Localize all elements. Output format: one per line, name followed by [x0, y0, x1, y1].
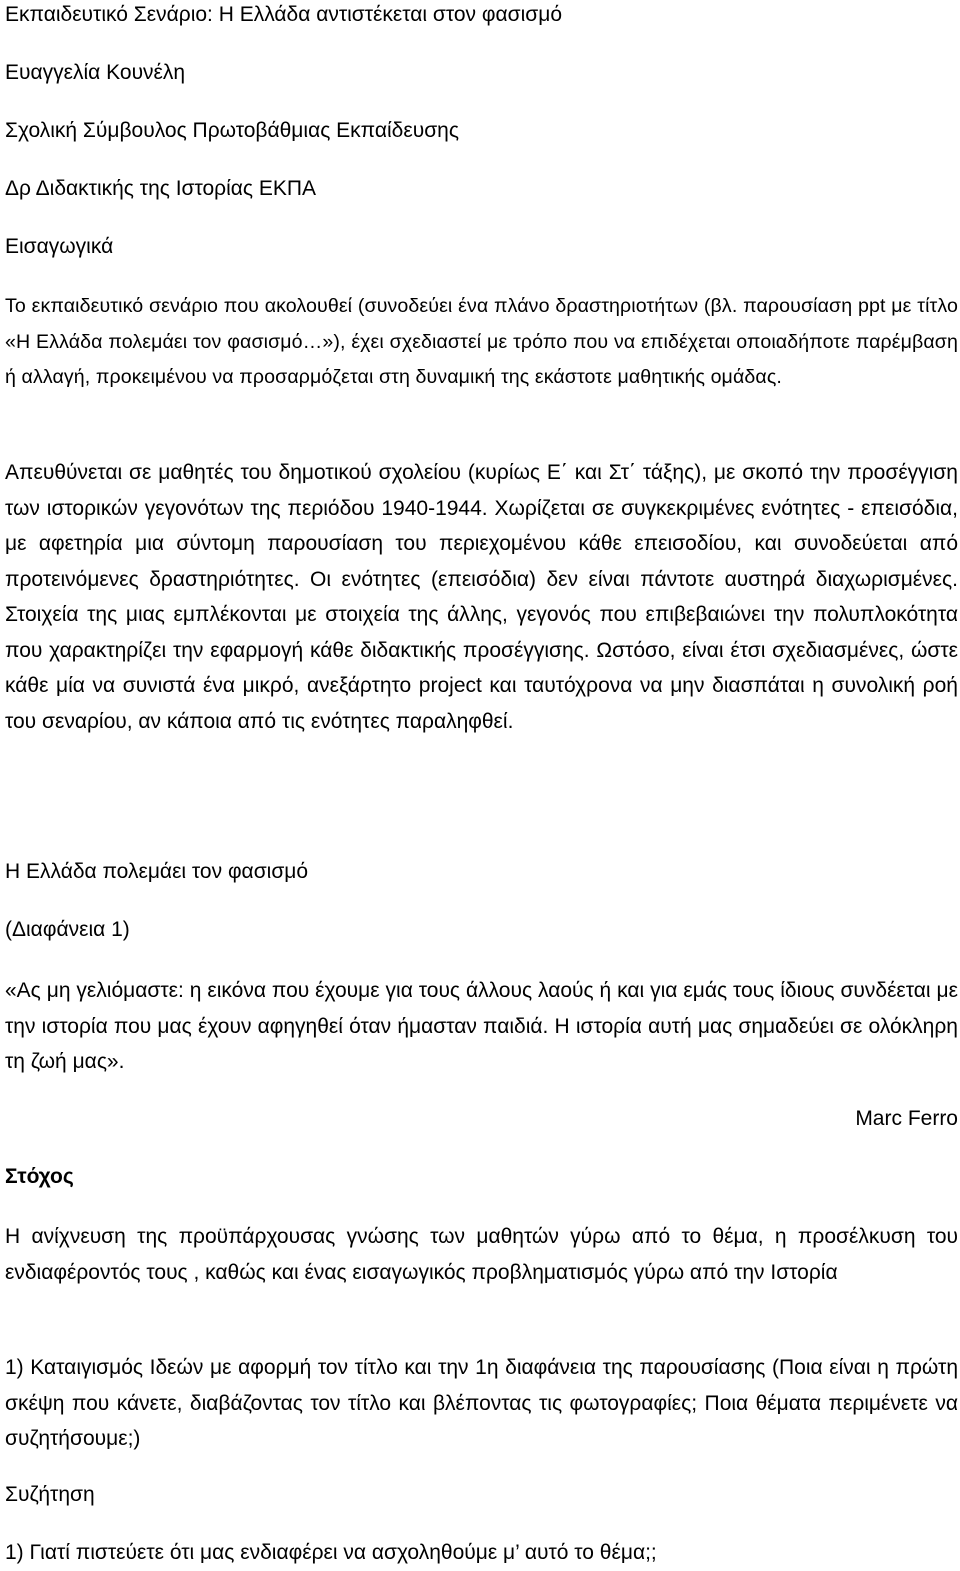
discussion-heading: Συζήτηση [5, 1483, 95, 1506]
author-name: Ευαγγελία Κουνέλη [5, 61, 186, 84]
author-degree: Δρ Διδακτικής της Ιστορίας ΕΚΠΑ [5, 177, 317, 200]
slide-label: (Διαφάνεια 1) [5, 918, 130, 941]
activity-1: 1) Καταιγισμός Ιδεών με αφορμή τον τίτλο και την 1η διαφάνεια της παρουσίασης (Ποια είναι η πρώτη σκέψη που κάνετε, διαβάζοντας τον τίτλο και βλέποντας τις φωτογραφίες; Ποια θέματα περιμένετε να συζητήσουμε;) [5, 1356, 958, 1450]
intro-heading: Εισαγωγικά [5, 235, 114, 258]
author-role: Σχολική Σύμβουλος Πρωτοβάθμιας Εκπαίδευσης [5, 119, 459, 142]
quote-text: «Ας μη γελιόμαστε: η εικόνα που έχουμε για τους άλλους λαούς ή και για εμάς τους ίδιους συνδέεται με την ιστορία που μας έχουν αφηγηθεί όταν ήμασταν παιδιά. Η ιστορία αυτή μας σημαδεύει σε ολόκληρη τη ζωή μας». [5, 979, 958, 1073]
quote-author: Marc Ferro [855, 1107, 958, 1130]
section-title: Η Ελλάδα πολεμάει τον φασισμό [5, 860, 309, 883]
goal-text: Η ανίχνευση της προϋπάρχουσας γνώσης των μαθητών γύρω από το θέμα, η προσέλκυση του ενδιαφέροντός τους , καθώς και ένας εισαγωγικός προβληματισμός γύρω από την Ιστορία [5, 1225, 958, 1284]
intro-paragraph-1: Το εκπαιδευτικό σενάριο που ακολουθεί (συνοδεύει ένα πλάνο δραστηριοτήτων (βλ. παρουσίαση ppt με τίτλο «Η Ελλάδα πολεμάει τον φασισμό…»), έχει σχεδιαστεί με τρόπο που να επιδέχεται οποιαδήποτε παρέμβαση ή αλλαγή, προκειμένου να προσαρμόζεται στη δυναμική της εκάστοτε μαθητικής ομάδας. [5, 295, 958, 388]
goal-heading: Στόχος [5, 1165, 74, 1188]
discussion-question-1: 1) Γιατί πιστεύετε ότι μας ενδιαφέρει να ασχοληθούμε μ’ αυτό το θέμα;; [5, 1541, 657, 1564]
intro-paragraph-2: Απευθύνεται σε μαθητές του δημοτικού σχολείου (κυρίως Ε΄ και Στ΄ τάξης), με σκοπό την προσέγγιση των ιστορικών γεγονότων της περιόδου 1940-1944. Χωρίζεται σε συγκεκριμένες ενότητες - επεισόδια, με αφετηρία μια σύντομη παρουσίαση του περιεχομένου κάθε επεισοδίου, και συνοδεύεται από προτεινόμενες δραστηριότητες. Οι ενότητες (επεισόδια) δεν είναι πάντοτε αυστηρά διαχωρισμένες. Στοιχεία της μιας εμπλέκονται με στοιχεία της άλλης, γεγονός που επιβεβαιώνει την πολυπλοκότητα που χαρακτηρίζει την εφαρμογή κάθε διδακτικής προσέγγισης. Ωστόσο, είναι έτσι σχεδιασμένες, ώστε κάθε μία να συνιστά ένα μικρό, ανεξάρτητο project και ταυτόχρονα να μην διασπάται η συνολική ροή του σεναρίου, αν κάποια από τις ενότητες παραληφθεί. [5, 461, 958, 733]
document-title: Εκπαιδευτικό Σενάριο: Η Ελλάδα αντιστέκεται στον φασισμό [5, 3, 563, 26]
